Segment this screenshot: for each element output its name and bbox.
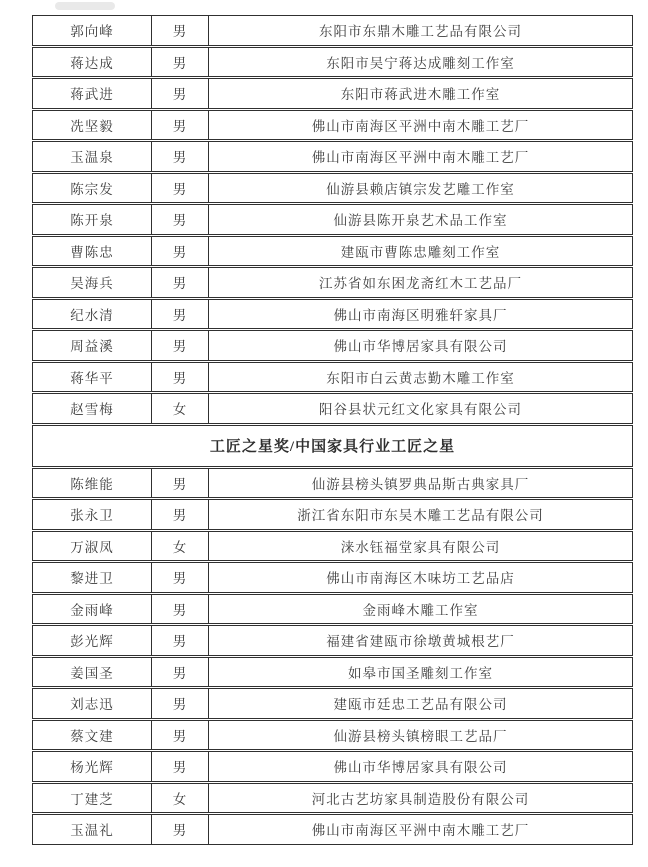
organization-cell: 佛山市南海区明雅轩家具厂 [333, 307, 508, 323]
organization-cell: 东阳市吴宁蒋达成雕刻工作室 [326, 55, 515, 71]
organization-cell: 福建省建瓯市徐墩黄城根艺厂 [326, 634, 515, 650]
table-row [32, 562, 633, 593]
table-row [32, 362, 633, 393]
gender-cell: 男 [151, 142, 209, 171]
table-row [32, 78, 633, 109]
table-row [32, 688, 633, 719]
gender-cell: 男 [151, 752, 209, 781]
organization-cell: 金雨峰木雕工作室 [362, 602, 479, 618]
table-row [32, 814, 633, 845]
gender-cell: 男 [151, 815, 209, 844]
organization-cell: 佛山市南海区平洲中南木雕工艺厂 [311, 150, 530, 166]
name-cell: 彭光辉 [70, 634, 114, 650]
gender-cell: 男 [151, 595, 209, 624]
gender-cell: 男 [151, 500, 209, 529]
table-row [32, 267, 633, 298]
name-cell: 蒋达成 [70, 55, 114, 71]
gender-cell: 男 [151, 268, 209, 297]
name-cell: 陈宗发 [70, 181, 114, 197]
organization-cell: 佛山市南海区木味坊工艺品店 [326, 571, 515, 587]
organization-cell: 建瓯市曹陈忠雕刻工作室 [340, 244, 501, 260]
gender-cell: 男 [151, 469, 209, 498]
gender-cell: 女 [151, 784, 209, 813]
organization-cell: 建瓯市廷忠工艺品有限公司 [333, 697, 508, 713]
gender-cell: 男 [151, 48, 209, 77]
gender-cell: 女 [151, 394, 209, 423]
organization-cell: 佛山市南海区平洲中南木雕工艺厂 [311, 118, 530, 134]
gender-cell: 男 [151, 174, 209, 203]
gender-cell: 男 [151, 16, 209, 45]
name-cell: 陈维能 [70, 476, 114, 492]
table-row [32, 531, 633, 562]
table-row [32, 594, 633, 625]
name-cell: 曹陈忠 [70, 244, 114, 260]
section-header-row: 工匠之星奖/中国家具行业工匠之星 [32, 425, 633, 467]
organization-cell: 东阳市蒋武进木雕工作室 [340, 87, 501, 103]
gender-cell: 男 [151, 300, 209, 329]
table-rows-group-2 [32, 468, 633, 845]
table-row [32, 468, 633, 499]
table-row [32, 47, 633, 78]
name-cell: 玉温礼 [70, 823, 114, 839]
table-row [32, 141, 633, 172]
organization-cell: 浙江省东阳市东吴木雕工艺品有限公司 [297, 508, 544, 524]
name-cell: 玉温泉 [70, 150, 114, 166]
name-cell: 万淑凤 [70, 539, 114, 555]
organization-cell: 仙游县陈开泉艺术品工作室 [333, 213, 508, 229]
name-cell: 周益溪 [70, 339, 114, 355]
table-row [32, 783, 633, 814]
name-cell: 刘志迅 [70, 697, 114, 713]
gender-cell: 男 [151, 689, 209, 718]
scan-artifact [55, 2, 115, 10]
organization-cell: 东阳市白云黄志勤木雕工作室 [326, 370, 515, 386]
organization-cell: 江苏省如东困龙斋红木工艺品厂 [319, 276, 522, 292]
table-row [32, 657, 633, 688]
table-row [32, 236, 633, 267]
organization-cell: 佛山市华博居家具有限公司 [333, 339, 508, 355]
organization-cell: 河北古艺坊家具制造股份有限公司 [311, 791, 530, 807]
name-cell: 郭向峰 [70, 24, 114, 40]
table-row [32, 625, 633, 656]
name-cell: 黎进卫 [70, 571, 114, 587]
table-row [32, 720, 633, 751]
gender-cell: 男 [151, 363, 209, 392]
gender-cell: 男 [151, 721, 209, 750]
gender-cell: 男 [151, 331, 209, 360]
organization-cell: 涞水钰福堂家具有限公司 [340, 539, 501, 555]
organization-cell: 仙游县榜头镇罗典品斯古典家具厂 [311, 476, 530, 492]
table-row [32, 499, 633, 530]
gender-cell: 男 [151, 205, 209, 234]
name-cell: 吴海兵 [70, 276, 114, 292]
name-cell: 蔡文建 [70, 728, 114, 744]
organization-cell: 阳谷县状元红文化家具有限公司 [319, 402, 522, 418]
organization-cell: 佛山市华博居家具有限公司 [333, 760, 508, 776]
gender-cell: 男 [151, 626, 209, 655]
gender-cell: 男 [151, 658, 209, 687]
name-cell: 丁建芝 [70, 791, 114, 807]
organization-cell: 佛山市南海区平洲中南木雕工艺厂 [311, 823, 530, 839]
table-row [32, 15, 633, 46]
table-row [32, 173, 633, 204]
table-row [32, 751, 633, 782]
name-cell: 金雨峰 [70, 602, 114, 618]
table-rows-group-1 [32, 15, 633, 424]
name-cell: 蒋武进 [70, 87, 114, 103]
table-row [32, 110, 633, 141]
table-row [32, 393, 633, 424]
name-cell: 张永卫 [70, 508, 114, 524]
gender-cell: 女 [151, 532, 209, 561]
name-cell: 纪水清 [70, 307, 114, 323]
organization-cell: 仙游县赖店镇宗发艺雕工作室 [326, 181, 515, 197]
gender-cell: 男 [151, 237, 209, 266]
name-cell: 冼坚毅 [70, 118, 114, 134]
organization-cell: 东阳市东鼎木雕工艺品有限公司 [319, 24, 522, 40]
name-cell: 蒋华平 [70, 370, 114, 386]
gender-cell: 男 [151, 79, 209, 108]
table-row [32, 330, 633, 361]
gender-cell: 男 [151, 111, 209, 140]
awardees-table [32, 15, 633, 846]
name-cell: 陈开泉 [70, 213, 114, 229]
organization-cell: 仙游县榜头镇榜眼工艺品厂 [333, 728, 508, 744]
name-cell: 姜国圣 [70, 665, 114, 681]
name-cell: 赵雪梅 [70, 402, 114, 418]
gender-cell: 男 [151, 563, 209, 592]
table-row [32, 204, 633, 235]
table-row [32, 299, 633, 330]
organization-cell: 如皋市国圣雕刻工作室 [348, 665, 493, 681]
name-cell: 杨光辉 [70, 760, 114, 776]
